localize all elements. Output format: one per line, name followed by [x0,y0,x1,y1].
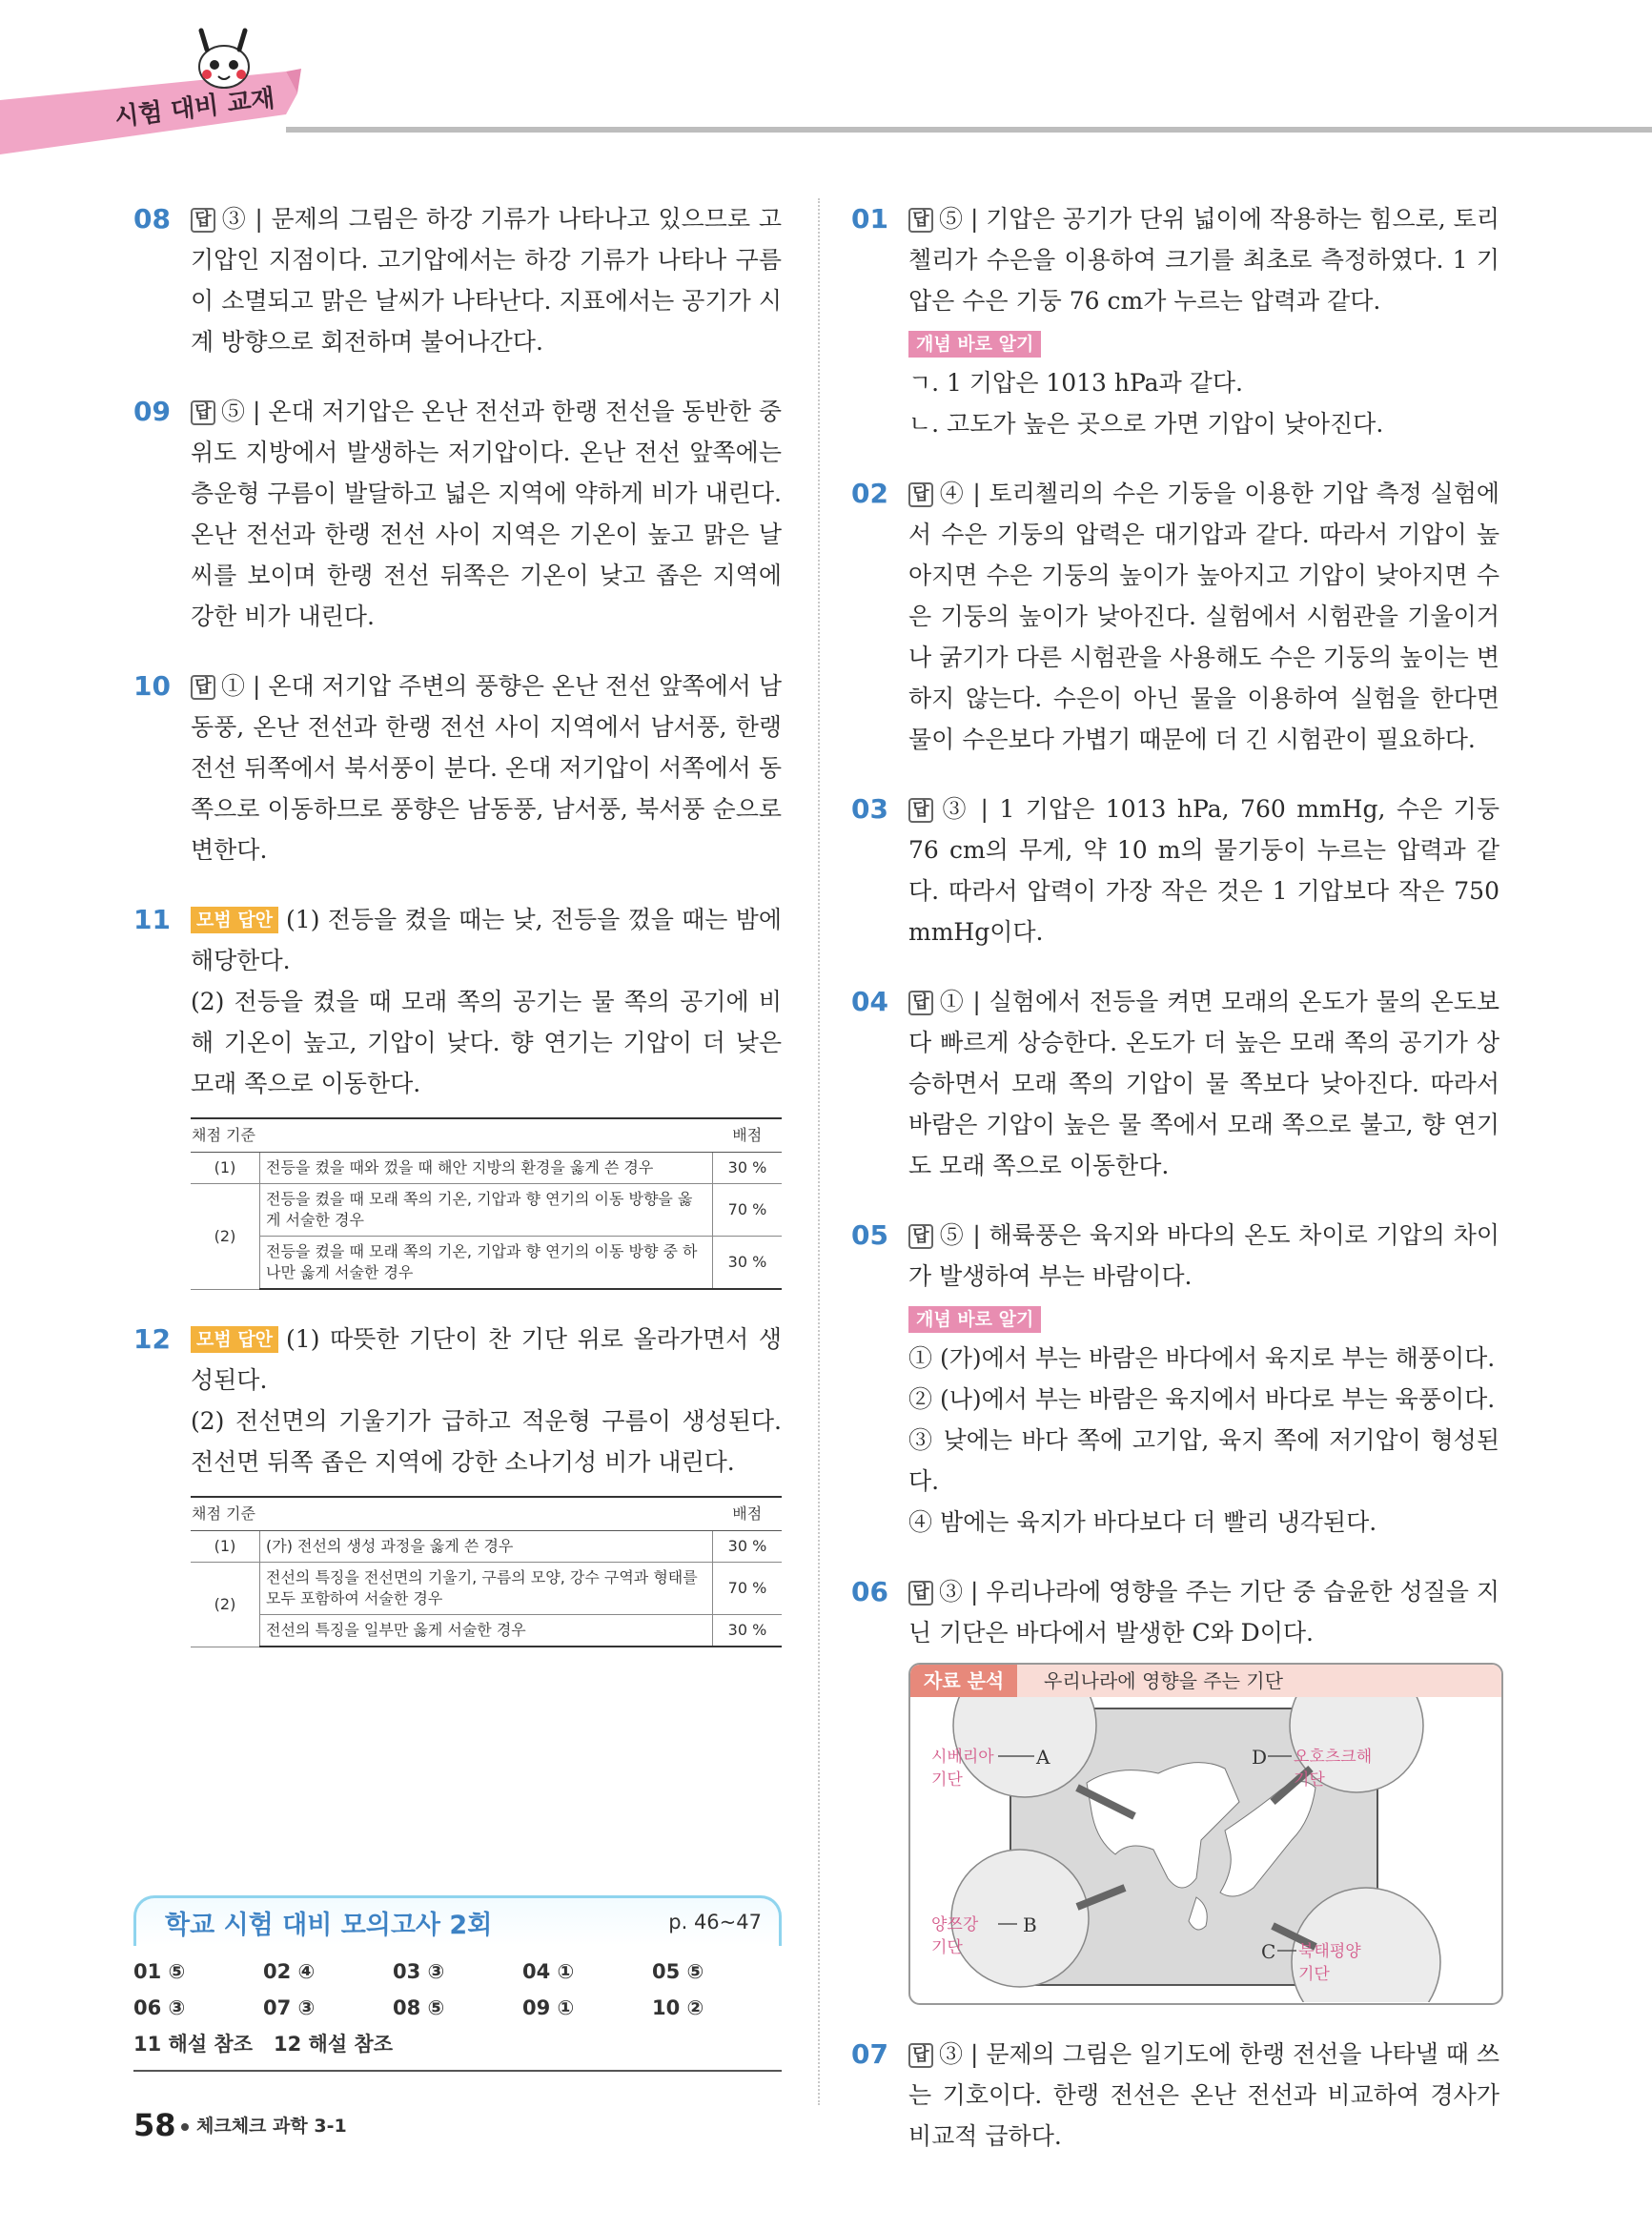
row-points: 70 % [713,1563,783,1615]
answer-item-07: 07 답 ③ | 문제의 그림은 일기도에 한랭 전선을 나타낼 때 쓰는 기호이다. 한랭 전선은 온난 전선과 비교하여 경사가 비교적 급하다. [851,2034,1499,2157]
answer-icon: 답 [191,675,215,700]
air-mass-map [910,1697,1501,2002]
item-number: 07 [851,2038,888,2070]
concept-line: ㄴ. 고도가 높은 곳으로 가면 기압이 낮아진다. [908,410,1384,438]
row-points: 30 % [713,1153,783,1184]
answer-icon: 답 [908,991,933,1015]
label-pacific-2: 기단 [1298,1965,1330,1984]
row-points: 30 % [713,1531,783,1563]
answer-icon: 답 [908,208,933,233]
exam-answer: 11 해설 참조 [133,2033,253,2056]
label-okhotsk-1: 오호츠크해 [1294,1748,1373,1767]
answer-item-05: 05 답 ⑤ | 해륙풍은 육지와 바다의 온도 차이로 기압의 차이가 발생하여 부는 바람이다. 개념 바로 알기 ① (가)에서 부는 바람은 바다에서 육지로 부는 해풍이다. ② (나)에서 부는 바람은 육지에서 바다로 부는 육풍이다. ③ 낮에는 바다 쪽에 고기압, 육지 쪽에 저기압이 형성된다. ④ 밤에는 육지가 바다보다 더 빨리 냉각된다. [851,1215,1499,1543]
answer-choice: ④ [939,480,965,507]
analysis-title: 우리나라에 영향을 주는 기단 [1044,1669,1283,1692]
row-criteria: 전등을 켰을 때와 껐을 때 해안 지방의 환경을 옳게 쓴 경우 [260,1153,713,1184]
exam-answer: 06 ③ [133,1996,186,2019]
answer-choice: ① [939,988,965,1015]
answer-item-09: 09 답 ⑤ | 온대 저기압은 온난 전선과 한랭 전선을 동반한 중위도 지방에서 발생하는 저기압이다. 온난 전선 앞쪽에는 층운형 구름이 발달하고 넓은 지역에 약하게 비가 내린다. 온난 전선과 한랭 전선 사이 지역은 기온이 높고 맑은 날씨를 보이며 한랭 전선 뒤쪽은 기온이 낮고 좁은 지역에 강한 비가 내린다. [133,391,782,637]
table-header-points: 배점 [713,1497,783,1531]
answer-icon: 답 [908,2043,933,2068]
answer-icon: 답 [908,798,933,823]
row-points: 30 % [713,1615,783,1647]
model-answer-part1: (1) 따뜻한 기단이 찬 기단 위로 올라가면서 생성된다. [191,1325,782,1394]
item-number: 10 [133,670,171,702]
table-header-criteria: 채점 기준 [191,1497,713,1531]
letter-d: D [1252,1746,1268,1769]
row-criteria: 전선의 특징을 일부만 옳게 서술한 경우 [260,1615,713,1647]
column-divider [818,198,820,2105]
concept-line: ㄱ. 1 기압은 1013 hPa과 같다. [908,369,1243,397]
data-analysis-box [908,1663,1503,2005]
scoring-table-12 [191,1496,782,1647]
row-points: 70 % [713,1184,783,1237]
answer-icon: 답 [908,1581,933,1606]
concept-line: ② (나)에서 부는 바람은 육지에서 바다로 부는 육풍이다. [908,1385,1496,1413]
exam-answer: 08 ⑤ [393,1996,445,2019]
answer-choice: ③ [939,1578,964,1606]
mock-exam-answer-key [133,1895,782,2072]
row-part: (1) [191,1153,260,1184]
label-yangtze-1: 양쯔강 [931,1915,979,1934]
answer-item-01: 01 답 ⑤ | 기압은 공기가 단위 넓이에 작용하는 힘으로, 토리첼리가 수은을 이용하여 크기를 최초로 측정하였다. 1 기압은 수은 기둥 76 cm가 누르는 압력과 같다. 개념 바로 알기 ㄱ. 1 기압은 1013 hPa과 같다. ㄴ. 고도가 높은 곳으로 가면 기압이 낮아진다. [851,198,1499,444]
exam-answer: 09 ① [522,1996,575,2019]
left-column [133,198,782,1676]
label-siberia-2: 기단 [931,1770,963,1790]
answer-item-06: 06 답 ③ | 우리나라에 영향을 주는 기단 중 습윤한 성질을 지닌 기단은 바다에서 발생한 C와 D이다. 자료 분석 우리나라에 영향을 주는 기단 시베리아 기단 A D 오호츠크해 기단 양쯔강 기단 B C 북태평양 기단 [851,1571,1499,2005]
answer-item-12 [133,1319,782,1647]
item-number: 09 [133,396,171,427]
exam-title-bar [133,1895,782,1946]
exam-answer: 07 ③ [263,1996,316,2019]
book-title: 체크체크 과학 3-1 [196,2116,347,2137]
row-criteria: 전등을 켰을 때 모래 쪽의 기온, 기압과 향 연기의 이동 방향을 옳게 서술한 경우 [260,1184,713,1237]
answer-icon: 답 [908,482,933,507]
answer-item-04: 04 답 ① | 실험에서 전등을 켜면 모래의 온도가 물의 온도보다 빠르게 상승한다. 온도가 더 높은 모래 쪽의 공기가 상승하면서 모래 쪽의 기압이 물 쪽보다 낮아진다. 따라서 바람은 기압이 높은 물 쪽에서 모래 쪽으로 불고, 향 연기도 모래 쪽으로 이동한다. [851,981,1499,1186]
exam-answer: 10 ② [652,1996,704,2019]
row-part: (2) [191,1184,260,1290]
scoring-table-11 [191,1117,782,1290]
exam-answer: 04 ① [522,1960,575,1983]
item-number: 08 [133,203,171,235]
exam-title: 학교 시험 대비 모의고사 2회 [165,1911,493,1940]
answer-icon: 답 [191,400,215,425]
row-criteria: 전선의 특징을 전선면의 기울기, 구름의 모양, 강수 구역과 형태를 모두 포함하여 서술한 경우 [260,1563,713,1615]
row-points: 30 % [713,1237,783,1290]
answer-choice: ① [221,672,246,700]
table-header-criteria: 채점 기준 [191,1118,713,1153]
table-row [191,1237,782,1290]
model-answer-badge: 모범 답안 [191,1326,278,1353]
explanation-text: 우리나라에 영향을 주는 기단 중 습윤한 성질을 지닌 기단은 바다에서 발생한 C와 D이다. [908,1578,1499,1647]
table-row [191,1153,782,1184]
analysis-badge: 자료 분석 [910,1665,1017,1697]
explanation-text: 실험에서 전등을 켜면 모래의 온도가 물의 온도보다 빠르게 상승한다. 온도가 더 높은 모래 쪽의 공기가 상승하면서 모래 쪽의 기압이 물 쪽보다 낮아진다. 따라서 바람은 기압이 높은 물 쪽에서 모래 쪽으로 불고, 향 연기도 모래 쪽으로 이동한다. [908,988,1499,1179]
explanation-text: 기압은 공기가 단위 넓이에 작용하는 힘으로, 토리첼리가 수은을 이용하여 크기를 최초로 측정하였다. 1 기압은 수은 기둥 76 cm가 누르는 압력과 같다. [908,205,1499,315]
item-number: 03 [851,793,888,825]
header-label: 시험 대비 교재 [112,84,276,133]
explanation-text: 온대 저기압 주변의 풍향은 온난 전선 앞쪽에서 남동풍, 온난 전선과 한랭 전선 사이 지역에서 남서풍, 한랭 전선 뒤쪽에서 북서풍이 분다. 온대 저기압이 서쪽에서 동쪽으로 이동하므로 풍향은 남동풍, 남서풍, 북서풍 순으로 변한다. [191,672,782,864]
item-number: 01 [851,203,888,235]
footer-bullet [181,2123,189,2131]
answer-choice: ⑤ [939,1221,965,1249]
item-number: 05 [851,1219,888,1251]
row-criteria: (가) 전선의 생성 과정을 옳게 쓴 경우 [260,1531,713,1563]
table-header-points: 배점 [713,1118,783,1153]
label-okhotsk-2: 기단 [1294,1770,1325,1790]
answer-choice: ③ [939,2040,964,2068]
exam-answer: 05 ⑤ [652,1960,704,1983]
item-number: 12 [133,1323,171,1355]
exam-answer: 03 ③ [393,1960,445,1983]
table-row [191,1184,782,1237]
exam-answer: 12 해설 참조 [274,2033,393,2056]
explanation-text: 토리첼리의 수은 기둥을 이용한 기압 측정 실험에서 수은 기둥의 압력은 대기압과 같다. 따라서 기압이 높아지면 수은 기둥의 높이가 높아지고 기압이 낮아지면 수은 기둥의 높이가 낮아진다. 실험에서 시험관을 기울이거나 굵기가 다른 시험관을 사용해도 수은 기둥의 높이는 변하지 않는다. 수은이 아닌 물을 이용하여 실험을 한다면 물이 수은보다 가볍기 때문에 더 긴 시험관이 필요하다. [908,480,1499,753]
exam-answer-grid [133,1946,782,2072]
row-criteria: 전등을 켰을 때 모래 쪽의 기온, 기압과 향 연기의 이동 방향 중 하나만 옳게 서술한 경우 [260,1237,713,1290]
model-answer-part2: (2) 전등을 켰을 때 모래 쪽의 공기는 물 쪽의 공기에 비해 기온이 높고, 기압이 낮다. 향 연기는 기압이 더 낮은 모래 쪽으로 이동한다. [191,988,782,1097]
explanation-text: 해륙풍은 육지와 바다의 온도 차이로 기압의 차이가 발생하여 부는 바람이다. [908,1221,1499,1290]
explanation-text: 온대 저기압은 온난 전선과 한랭 전선을 동반한 중위도 지방에서 발생하는 저기압이다. 온난 전선 앞쪽에는 층운형 구름이 발달하고 넓은 지역에 약하게 비가 내린다. 온난 전선과 한랭 전선 사이 지역은 기온이 높고 맑은 날씨를 보이며 한랭 전선 뒤쪽은 기온이 낮고 좁은 지역에 강한 비가 내린다. [191,398,782,630]
answer-icon: 답 [908,1224,933,1249]
exam-page-range: p. 46~47 [668,1911,762,1933]
item-number: 06 [851,1576,888,1607]
explanation-text: 문제의 그림은 일기도에 한랭 전선을 나타낼 때 쓰는 기호이다. 한랭 전선은 온난 전선과 비교하여 경사가 비교적 급하다. [908,2040,1499,2150]
item-number: 02 [851,478,888,509]
table-row [191,1615,782,1647]
answer-item-08: 08 답 ③ | 문제의 그림은 하강 기류가 나타나고 있으므로 고기압인 지점이다. 고기압에서는 하강 기류가 나타나 구름이 소멸되고 맑은 날씨가 나타난다. 지표에서는 공기가 시계 방향으로 회전하며 불어나간다. [133,198,782,362]
header-rule [286,127,1652,133]
concept-line: ① (가)에서 부는 바람은 바다에서 육지로 부는 해풍이다. [908,1344,1496,1372]
letter-c: C [1261,1940,1276,1963]
item-number: 11 [133,904,171,935]
answer-choice: ⑤ [939,205,964,233]
answer-item-02: 02 답 ④ | 토리첼리의 수은 기둥을 이용한 기압 측정 실험에서 수은 기둥의 압력은 대기압과 같다. 따라서 기압이 높아지면 수은 기둥의 높이가 높아지고 기압이 낮아지면 수은 기둥의 높이가 낮아진다. 실험에서 시험관을 기울이거나 굵기가 다른 시험관을 사용해도 수은 기둥의 높이는 변하지 않는다. 수은이 아닌 물을 이용하여 실험을 한다면 물이 수은보다 가볍기 때문에 더 긴 시험관이 필요하다. [851,473,1499,760]
letter-b: B [1023,1913,1037,1936]
table-row [191,1531,782,1563]
answer-choice: ⑤ [221,398,246,425]
explanation-text: 문제의 그림은 하강 기류가 나타나고 있으므로 고기압인 지점이다. 고기압에서는 하강 기류가 나타나 구름이 소멸되고 맑은 날씨가 나타난다. 지표에서는 공기가 시계 방향으로 회전하며 불어나간다. [191,205,782,356]
label-yangtze-2: 기단 [931,1938,963,1957]
answer-icon: 답 [191,208,215,233]
row-part: (1) [191,1531,260,1563]
table-row [191,1563,782,1615]
model-answer-part2: (2) 전선면의 기울기가 급하고 적운형 구름이 생성된다. 전선면 뒤쪽 좁은 지역에 강한 소나기성 비가 내린다. [191,1407,782,1476]
concept-badge: 개념 바로 알기 [908,1306,1041,1333]
answer-choice: ③ [221,205,247,233]
answer-item-03: 03 답 ③ | 1 기압은 1013 hPa, 760 mmHg, 수은 기둥 76 cm의 무게, 약 10 m의 물기둥이 누르는 압력과 같다. 따라서 압력이 가장 작은 것은 1 기압보다 작은 750 mmHg이다. [851,788,1499,952]
concept-badge: 개념 바로 알기 [908,331,1041,358]
answer-item-11 [133,899,782,1290]
item-number: 04 [851,986,888,1017]
label-pacific-1: 북태평양 [1298,1942,1361,1961]
explanation-text: 1 기압은 1013 hPa, 760 mmHg, 수은 기둥 76 cm의 무게, 약 10 m의 물기둥이 누르는 압력과 같다. 따라서 압력이 가장 작은 것은 1 기압보다 작은 750 mmHg이다. [908,795,1499,946]
page-number: 58 [133,2107,176,2143]
label-siberia-1: 시베리아 [931,1748,994,1767]
concept-line: ③ 낮에는 바다 쪽에 고기압, 육지 쪽에 저기압이 형성된다. [908,1426,1499,1495]
model-answer-badge: 모범 답안 [191,907,278,933]
exam-answer: 02 ④ [263,1960,316,1983]
answer-item-10: 10 답 ① | 온대 저기압 주변의 풍향은 온난 전선 앞쪽에서 남동풍, 온난 전선과 한랭 전선 사이 지역에서 남서풍, 한랭 전선 뒤쪽에서 북서풍이 분다. 온대 저기압이 서쪽에서 동쪽으로 이동하므로 풍향은 남동풍, 남서풍, 북서풍 순으로 변한다. [133,665,782,870]
exam-answer: 01 ⑤ [133,1960,186,1983]
row-part: (2) [191,1563,260,1647]
concept-line: ④ 밤에는 육지가 바다보다 더 빨리 냉각된다. [908,1508,1377,1536]
right-column [851,198,1499,2185]
letter-a: A [1036,1746,1050,1769]
answer-choice: ③ [939,795,970,823]
model-answer-part1: (1) 전등을 켰을 때는 낮, 전등을 껐을 때는 밤에 해당한다. [191,906,782,974]
